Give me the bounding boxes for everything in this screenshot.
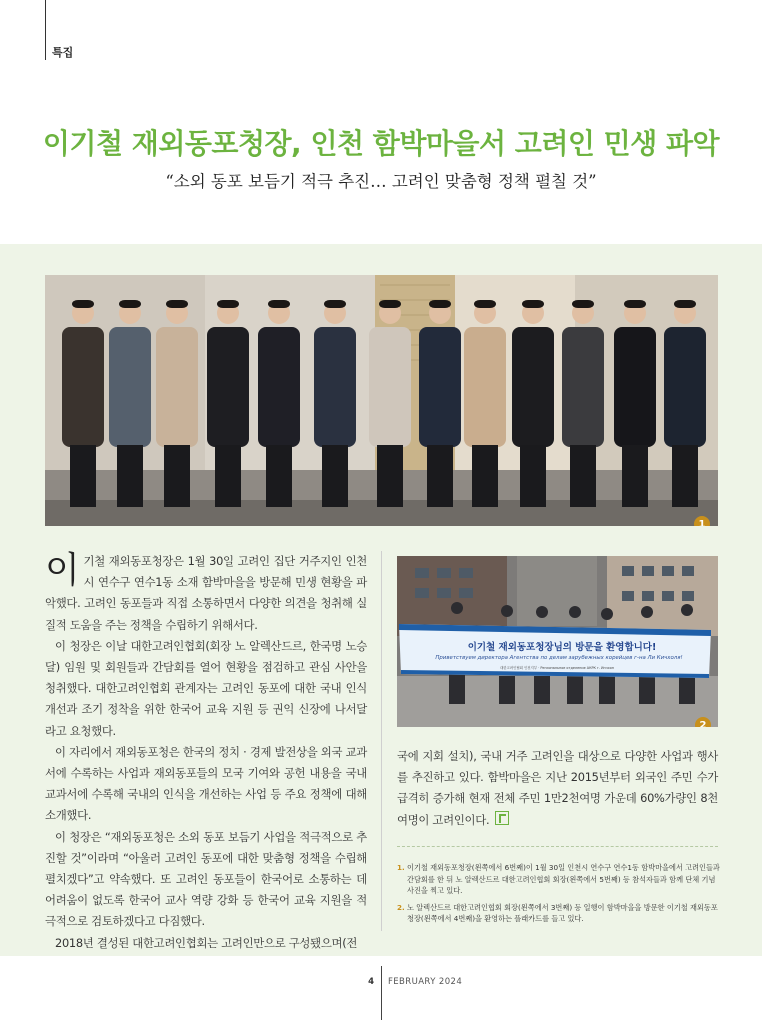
person-body — [314, 327, 356, 447]
person-hair — [217, 300, 239, 308]
headline: 이기철 재외동포청장, 인천 함박마을서 고려인 민생 파악 — [42, 127, 720, 160]
person-body — [664, 327, 706, 447]
article-column-1 — [45, 551, 367, 954]
caption-text: 노 알렉산드르 대한고려인협회 회장(왼쪽에서 3번째) 등 일행이 함박마을을 방문한 이기철 재외동포청장(왼쪽에서 4번째)을 환영하는 플래카드를 들고 있다. — [407, 902, 718, 924]
footer-rule — [381, 966, 382, 1020]
person-body — [369, 327, 411, 447]
banner-small: 대한고려인협회 인천지부 · Региональное отделение АКРК г. Инчхон — [499, 666, 614, 670]
caption-2 — [397, 902, 720, 925]
article-column-2 — [397, 746, 718, 831]
person-body — [419, 327, 461, 447]
person-hair — [119, 300, 141, 308]
person-hair — [72, 300, 94, 308]
welcome-banner-photo — [397, 556, 718, 727]
person-legs — [322, 445, 348, 507]
person-hair — [429, 300, 451, 308]
article-paragraph: 이기철 재외동포청장은 1월 30일 고려인 집단 거주지인 인천시 연수구 연수1동 소재 함박마을을 방문해 민생 현황을 파악했다. 고려인 동포들과 직접 소통하면서 다양한 의견을 청취해 실질적 도움을 주는 정책을 수립하기 위해서다. — [45, 550, 367, 632]
header-rule — [45, 0, 46, 60]
photo-2-number: 2 — [695, 717, 711, 727]
person-legs — [427, 445, 453, 507]
person-body — [258, 327, 300, 447]
person-legs — [215, 445, 241, 507]
subheadline: “소외 동포 보듬기 적극 추진… 고려인 맞춤형 정책 펼칠 것” — [165, 172, 597, 191]
dropcap: 이 — [45, 550, 80, 591]
person-body — [464, 327, 506, 447]
photo-1-number: 1 — [694, 516, 710, 526]
person-legs — [472, 445, 498, 507]
person-legs — [266, 445, 292, 507]
group-photo — [45, 275, 718, 526]
person-hair — [324, 300, 346, 308]
person-legs — [117, 445, 143, 507]
banner-subtitle: Приветствуем директора Агентства по делам зарубежных корейцев г-на Ли Кичхоля! — [435, 655, 683, 661]
person-hair — [166, 300, 188, 308]
article-paragraph: 국에 지회 설치), 국내 거주 고려인을 대상으로 다양한 사업과 행사를 추진하고 있다. 함박마을은 지난 2015년부터 외국인 주민 수가 급격히 증가해 현재 전체 주민 1만2천여명 가운데 60%가량인 8천여명이 고려인이다. — [397, 749, 718, 827]
caption-text: 이기철 재외동포청장(왼쪽에서 6번째)이 1월 30일 인천시 연수구 연수1동 함박마을에서 고려인들과 간담회를 한 뒤 노 알렉산드르 대한고려인협회 회장(왼쪽에서 5번째) 등 참석자들과 함께 단체 기념사진을 찍고 있다. — [407, 863, 720, 896]
person-body — [614, 327, 656, 447]
person-hair — [522, 300, 544, 308]
article-paragraph: 이 청장은 “재외동포청은 소외 동포 보듬기 사업을 적극적으로 추진할 것”이라며 “아울러 고려인 동포에 대한 맞춤형 정책을 수립해 펼치겠다”고 약속했다. 또 고려인 동포들이 한국어로 소통하는 데 어려움이 없도록 한국어 교사 역량 강화 등 한국어 교육 지원을 적극적으로 검토하겠다고 다짐했다. — [45, 829, 367, 929]
caption-divider — [397, 846, 718, 847]
page-number: 4 — [368, 977, 374, 987]
photo-captions — [397, 862, 720, 930]
person-legs — [570, 445, 596, 507]
person-hair — [268, 300, 290, 308]
article-paragraph: 이 청장은 이날 대한고려인협회(회장 노 알렉산드르, 한국명 노승달) 임원 및 회원들과 간담회를 열어 현황을 점검하고 관심 사안을 청취했다. 대한고려인협회 관계자는 고려인 동포에 대한 국내 인식개선과 조기 정착을 위한 한국어 교육 지원 등 권익 신장에 나서달라고 요청했다. — [45, 638, 367, 738]
person-hair — [624, 300, 646, 308]
person-body — [62, 327, 104, 447]
person-legs — [520, 445, 546, 507]
person-body — [207, 327, 249, 447]
caption-1 — [397, 862, 720, 897]
person-hair — [572, 300, 594, 308]
column-divider — [381, 551, 382, 931]
section-label: 특집 — [52, 46, 74, 59]
article-paragraph: 2018년 결성된 대한고려인협회는 고려인만으로 구성됐으며(전 — [55, 935, 358, 950]
person-body — [109, 327, 151, 447]
person-body — [512, 327, 554, 447]
person-legs — [164, 445, 190, 507]
person-legs — [70, 445, 96, 507]
end-mark-icon — [495, 811, 509, 825]
person-legs — [377, 445, 403, 507]
person-hair — [474, 300, 496, 308]
person-hair — [379, 300, 401, 308]
caption-number: 1. — [397, 863, 405, 872]
article-paragraph: 이 자리에서 재외동포청은 한국의 정치 · 경제 발전상을 외국 교과서에 수록하는 사업과 재외동포들의 모국 기여와 공헌 내용을 국내 교과서에 수록해 국내의 인식을 개선하는 사업 등 주요 정책에 대해 소개했다. — [45, 744, 367, 823]
person-body — [156, 327, 198, 447]
person-body — [562, 327, 604, 447]
issue-label: FEBRUARY 2024 — [388, 977, 463, 987]
person-hair — [674, 300, 696, 308]
banner-title: 이기철 재외동포청장님의 방문을 환영합니다! — [467, 642, 657, 653]
caption-number: 2. — [397, 902, 405, 912]
person-legs — [622, 445, 648, 507]
person-legs — [672, 445, 698, 507]
